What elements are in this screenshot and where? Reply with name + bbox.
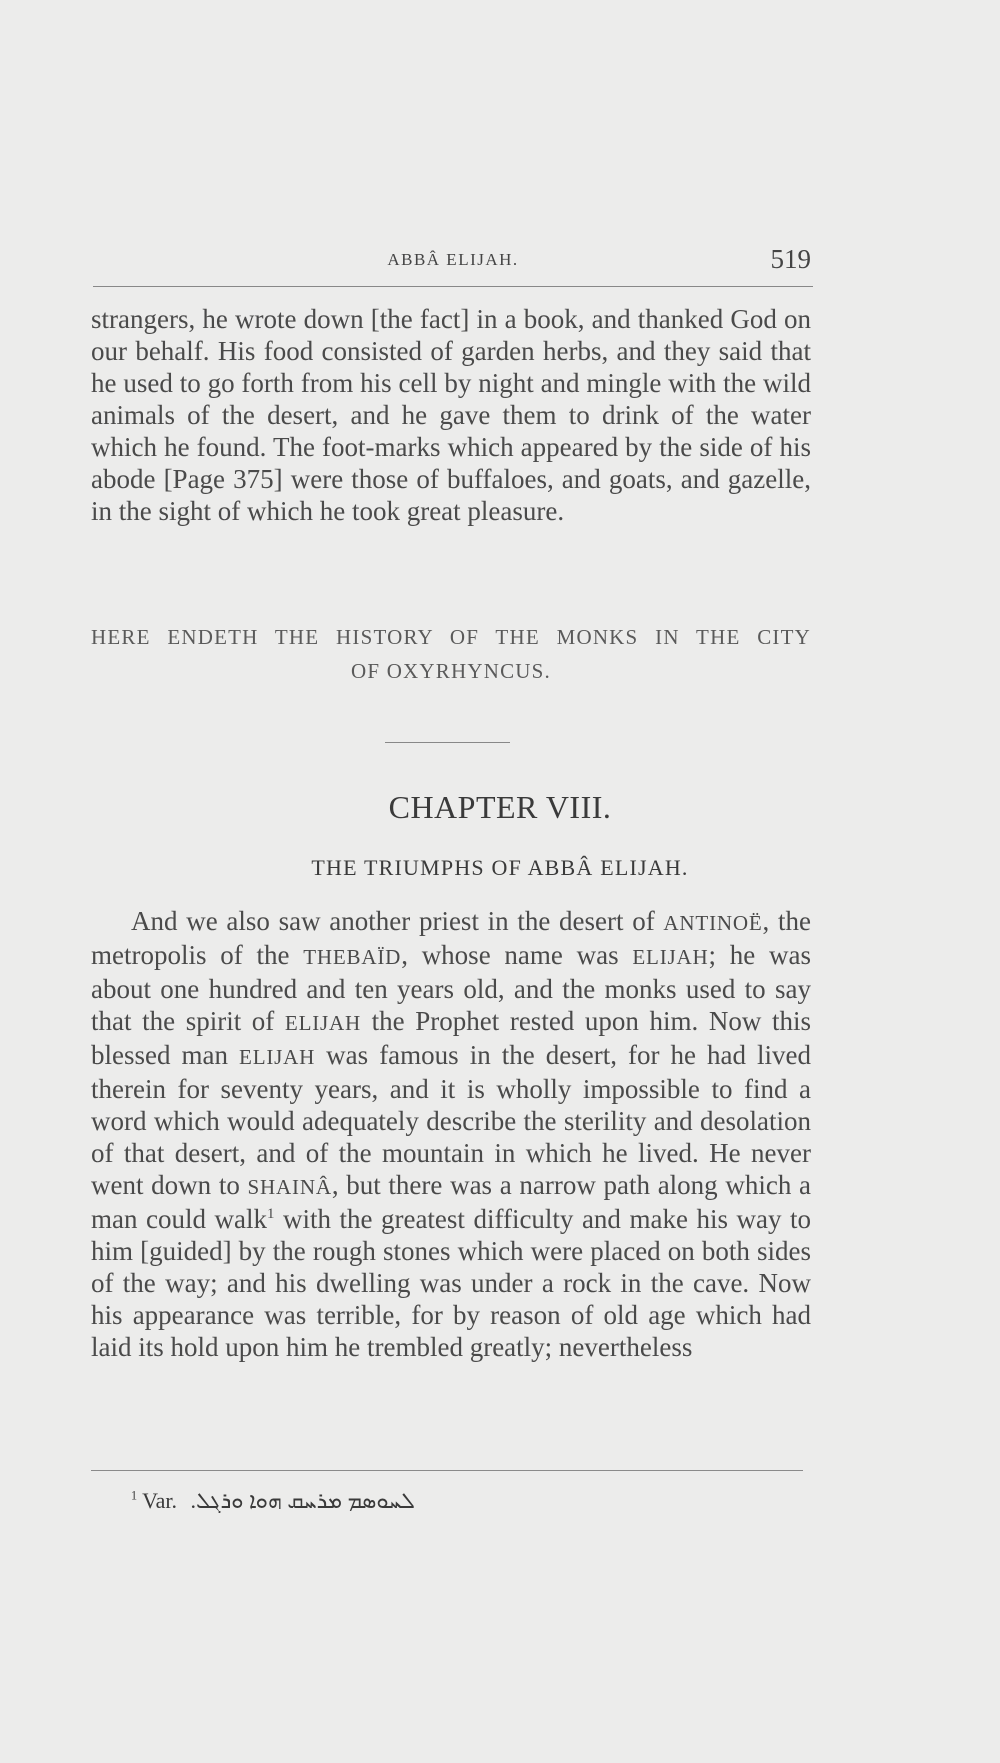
syriac-variant-text: ܠܚܘܣܡ ܡܪܚܩ ܗܘܐ ܘܪܓܠ. bbox=[190, 1488, 415, 1513]
footnote-rule bbox=[91, 1470, 803, 1471]
text-run: ; he was about one hundred and ten years old, and the monks used to say that the spirit of bbox=[91, 940, 811, 1036]
footnote bbox=[131, 1486, 415, 1516]
person-name: ELIJAH bbox=[632, 945, 709, 969]
text-run: , the metropolis of the bbox=[91, 906, 811, 970]
footnote-marker: 1 bbox=[131, 1488, 138, 1503]
text-run: And we also saw another priest in the desert of bbox=[131, 906, 664, 936]
footnote-label: Var. bbox=[142, 1488, 177, 1513]
section-divider bbox=[385, 742, 510, 743]
text-run: , but there was a narrow path along which a man could walk bbox=[91, 1170, 811, 1234]
running-title: ABBÂ ELIJAH. bbox=[387, 250, 519, 269]
footnote-reference: 1 bbox=[267, 1206, 275, 1222]
colophon bbox=[91, 620, 811, 688]
text-run: , whose name was bbox=[401, 940, 633, 970]
colophon-line-2: OF OXYRHYNCUS. bbox=[351, 659, 551, 683]
paragraph-continuation: strangers, he wrote down [the fact] in a book, and thanked God on our behalf. His food consisted of garden herbs, and they said that he used to go forth from his cell by night and mingle with the wild animals of the desert, and he gave them to drink of the water which he found. The foot-marks which appeared by the side of his abode [Page 375] were those of buffaloes, and goats, and gazelle, in the sight of which he took great pleasure. bbox=[91, 304, 811, 526]
place-name: THEBAÏD bbox=[303, 945, 402, 969]
text-run: with the greatest difficulty and make his way to him [guided] by the rough stones which were placed on both sides of the way; and his dwelling was under a rock in the cave. Now his appearance was terrible, for by reason of old age which had laid its hold upon him he trembled greatly; nevertheless bbox=[91, 1204, 811, 1362]
place-name: SHAINÂ bbox=[247, 1175, 332, 1199]
person-name: ELIJAH bbox=[239, 1045, 316, 1069]
page-number: 519 bbox=[770, 244, 811, 274]
paragraph-chapter-opening bbox=[91, 905, 811, 1363]
place-name: ANTINOË bbox=[663, 911, 763, 935]
text-run: was famous in the desert, for he had lived therein for seventy years, and it is wholly impossible to find a word which would adequately describe the sterility and desolation of that desert, and of the mountain in which he lived. He never went down to bbox=[91, 1040, 811, 1200]
text-run: the Prophet rested upon him. Now this blessed man bbox=[91, 1006, 811, 1070]
person-name: ELIJAH bbox=[284, 1011, 362, 1035]
chapter-title: CHAPTER VIII. bbox=[388, 789, 612, 825]
running-head bbox=[93, 244, 813, 287]
chapter-subtitle: THE TRIUMPHS OF ABBÂ ELIJAH. bbox=[311, 855, 689, 880]
colophon-line-1: HERE ENDETH THE HISTORY OF THE MONKS IN THE CITY bbox=[91, 625, 811, 649]
